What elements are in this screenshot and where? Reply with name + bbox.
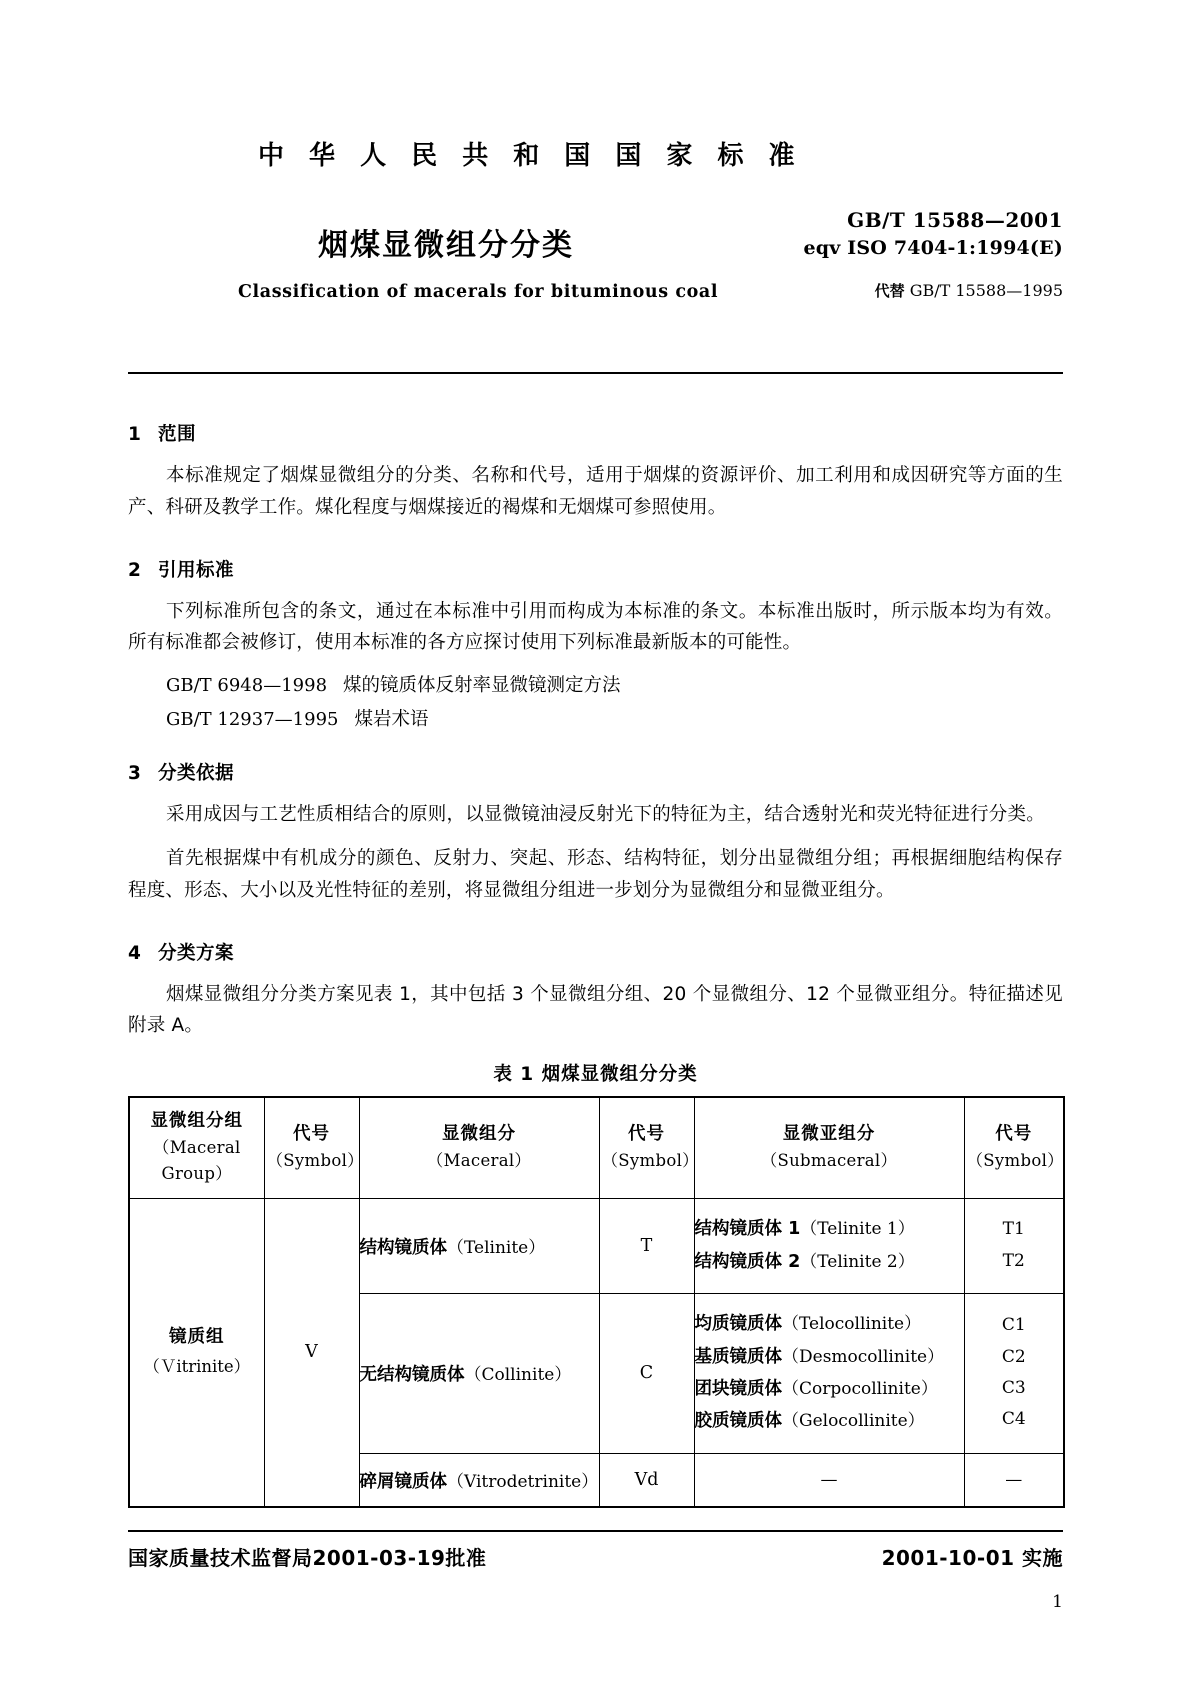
body-area <box>128 420 1063 1508</box>
header-label-cn: 代号 <box>995 1124 1033 1145</box>
table-header-maceral-group <box>129 1097 264 1198</box>
cell-maceral-symbol-c: C <box>599 1293 694 1453</box>
section-number-1: 1 <box>128 424 142 445</box>
reference-item-1 <box>128 671 1063 701</box>
section-number-4: 4 <box>128 942 142 964</box>
submaceral-name-en: （Desmocollinite） <box>782 1346 945 1367</box>
submaceral-symbol: T1 <box>1002 1219 1025 1240</box>
header-divider <box>128 372 1063 374</box>
reference-id-2: GB/T 12937—1995 <box>166 709 339 731</box>
cell-group-symbol: V <box>264 1198 359 1507</box>
footer-effective-date: 2001-10-01 实施 <box>881 1546 1063 1570</box>
header-label-cn: 代号 <box>293 1124 330 1145</box>
submaceral-item <box>695 1246 964 1278</box>
submaceral-name-en: （Telinite 1） <box>800 1219 915 1240</box>
submaceral-item <box>695 1213 964 1245</box>
table-header-maceral <box>359 1097 599 1198</box>
submaceral-symbol: C4 <box>1001 1409 1026 1430</box>
header-label-cn: 显微组分组 <box>150 1111 243 1132</box>
spacer <box>128 536 1063 556</box>
spacer <box>128 739 1063 759</box>
header-label-en: （Symbol） <box>966 1151 1064 1171</box>
maceral-classification-table <box>128 1096 1065 1508</box>
cell-maceral-symbol-t: T <box>599 1198 694 1293</box>
section-title-3: 分类依据 <box>158 763 235 785</box>
header-label-en: （Symbol） <box>601 1151 699 1171</box>
reference-id-1: GB/T 6948—1998 <box>166 675 328 697</box>
submaceral-name-cn: 均质镜质体 <box>694 1314 782 1335</box>
header-label-cn: 代号 <box>628 1124 665 1145</box>
section-title-1: 范围 <box>158 424 197 445</box>
submaceral-name-cn: 结构镜质体 1 <box>694 1219 801 1240</box>
table-header-group-symbol <box>264 1097 364 1198</box>
section-heading-3 <box>128 759 1063 785</box>
cell-maceral-symbol-vd: Vd <box>599 1453 694 1507</box>
standard-number: GB/T 15588—2001 <box>847 208 1063 232</box>
page-content <box>128 0 1063 1508</box>
maceral-name-cn: 无结构镜质体 <box>359 1365 465 1385</box>
submaceral-item <box>695 1341 964 1373</box>
section-title-4: 分类方案 <box>158 942 235 964</box>
standard-equivalence: eqv ISO 7404-1:1994(E) <box>803 237 1063 259</box>
standard-number-block <box>803 206 1063 302</box>
section-1-paragraph-1: 本标准规定了烟煤显微组分的分类、名称和代号，适用于烟煤的资源评价、加工利用和成因研究等方面的生产、科研及教学工作。煤化程度与烟煤接近的褐煤和无烟煤可参照使用。 <box>128 465 1063 518</box>
cell-submaceral-list-telinite <box>694 1198 964 1293</box>
section-number-2: 2 <box>128 559 142 581</box>
footer-divider <box>128 1530 1063 1532</box>
table-header-submaceral-symbol <box>964 1097 1064 1198</box>
section-heading-1 <box>128 420 1063 446</box>
submaceral-symbol: C3 <box>1001 1378 1026 1398</box>
page-number: 1 <box>1052 1592 1063 1612</box>
submaceral-item <box>695 1373 964 1405</box>
replaces-label: 代替 <box>874 281 905 300</box>
cell-maceral-collinite <box>359 1293 599 1453</box>
cell-maceral-vitrodetrinite <box>359 1453 599 1507</box>
reference-name-1: 煤的镜质体反射率显微镜测定方法 <box>343 675 621 697</box>
maceral-name-cn: 碎屑镜质体 <box>359 1471 447 1492</box>
replaces-standard: GB/T 15588—1995 <box>909 280 1063 300</box>
title-row <box>128 208 1063 324</box>
national-standard-title: 中 华 人 民 共 和 国 国 家 标 准 <box>258 141 803 171</box>
cell-submaceral-symbol-none: — <box>964 1453 1064 1507</box>
section-3-paragraph-2: 首先根据煤中有机成分的颜色、反射力、突起、形态、结构特征，划分出显微组分组；再根据细胞结构保存程度、形态、大小以及光性特征的差别，将显微组分组进一步划分为显微组分和显微亚组分。 <box>128 848 1063 901</box>
cell-submaceral-list-collinite <box>694 1293 964 1453</box>
submaceral-name-cn: 基质镜质体 <box>694 1346 782 1367</box>
cell-submaceral-symbols-collinite <box>964 1293 1064 1453</box>
header-label-cn: 显微组分 <box>442 1124 516 1145</box>
table-header-submaceral <box>694 1097 964 1198</box>
section-heading-2 <box>128 556 1063 582</box>
submaceral-name-en: （Telocollinite） <box>782 1314 922 1335</box>
section-heading-4 <box>128 939 1063 965</box>
header-label-en: （Maceral Group） <box>152 1138 241 1183</box>
header-label-cn: 显微亚组分 <box>782 1124 876 1145</box>
submaceral-symbol: C2 <box>1001 1346 1026 1367</box>
group-name-cn: 镜质组 <box>169 1327 225 1348</box>
cell-submaceral-symbols-telinite <box>964 1198 1064 1293</box>
cell-submaceral-none: — <box>694 1453 964 1507</box>
header-label-en: （Submaceral） <box>760 1151 898 1171</box>
submaceral-name-cn: 胶质镜质体 <box>694 1411 782 1432</box>
document-title-en: Classification of macerals for bituminous coal <box>238 282 719 302</box>
submaceral-name-cn: 结构镜质体 2 <box>694 1251 801 1272</box>
submaceral-symbol: T2 <box>1002 1250 1025 1271</box>
cell-maceral-telinite <box>359 1198 599 1293</box>
submaceral-item <box>695 1308 964 1340</box>
submaceral-name-en: （Gelocollinite） <box>782 1411 925 1432</box>
submaceral-name-en: （Telinite 2） <box>800 1251 915 1272</box>
submaceral-name-en: （Corpocollinite） <box>782 1379 938 1399</box>
submaceral-symbol: C1 <box>1001 1315 1026 1336</box>
header-label-en: （Symbol） <box>266 1151 364 1171</box>
table-row <box>129 1198 1064 1293</box>
section-title-2: 引用标准 <box>158 559 235 581</box>
group-name-en: （Ｖitrinite） <box>143 1357 251 1377</box>
maceral-name-en: （Telinite） <box>447 1237 546 1258</box>
section-3-paragraph-1: 采用成因与工艺性质相结合的原则，以显微镜油浸反射光下的特征为主，结合透射光和荧光特征进行分类。 <box>166 804 1045 826</box>
standard-replaces <box>803 279 1063 303</box>
maceral-name-en: （Collinite） <box>464 1365 572 1385</box>
section-4-paragraph-1: 烟煤显微组分分类方案见表 1，其中包括 3 个显微组分组、20 个显微组分、12 个显微亚组分。特征描述见附录 A。 <box>128 983 1063 1037</box>
spacer <box>128 919 1063 939</box>
cell-maceral-group <box>129 1198 264 1507</box>
table-header-maceral-symbol <box>599 1097 699 1198</box>
section-2-paragraph-1: 下列标准所包含的条文，通过在本标准中引用而构成为本标准的条文。本标准出版时，所示版本均为有效。所有标准都会被修订，使用本标准的各方应探讨使用下列标准最新版本的可能性。 <box>128 600 1063 654</box>
header-label-en: （Maceral） <box>426 1151 532 1171</box>
reference-name-2: 煤岩术语 <box>354 709 429 731</box>
maceral-name-cn: 结构镜质体 <box>359 1237 447 1258</box>
reference-item-2 <box>128 705 1063 735</box>
footer-approval: 国家质量技术监督局2001-03-19批准 <box>128 1546 487 1570</box>
table-caption: 表 1 烟煤显微组分分类 <box>493 1064 698 1086</box>
section-number-3: 3 <box>128 763 142 785</box>
maceral-name-en: （Vitrodetrinite） <box>447 1471 599 1492</box>
document-title-cn: 烟煤显微组分分类 <box>318 228 574 263</box>
table-header-row <box>129 1097 1064 1198</box>
submaceral-item <box>695 1405 964 1437</box>
submaceral-name-cn: 团块镜质体 <box>694 1379 782 1399</box>
